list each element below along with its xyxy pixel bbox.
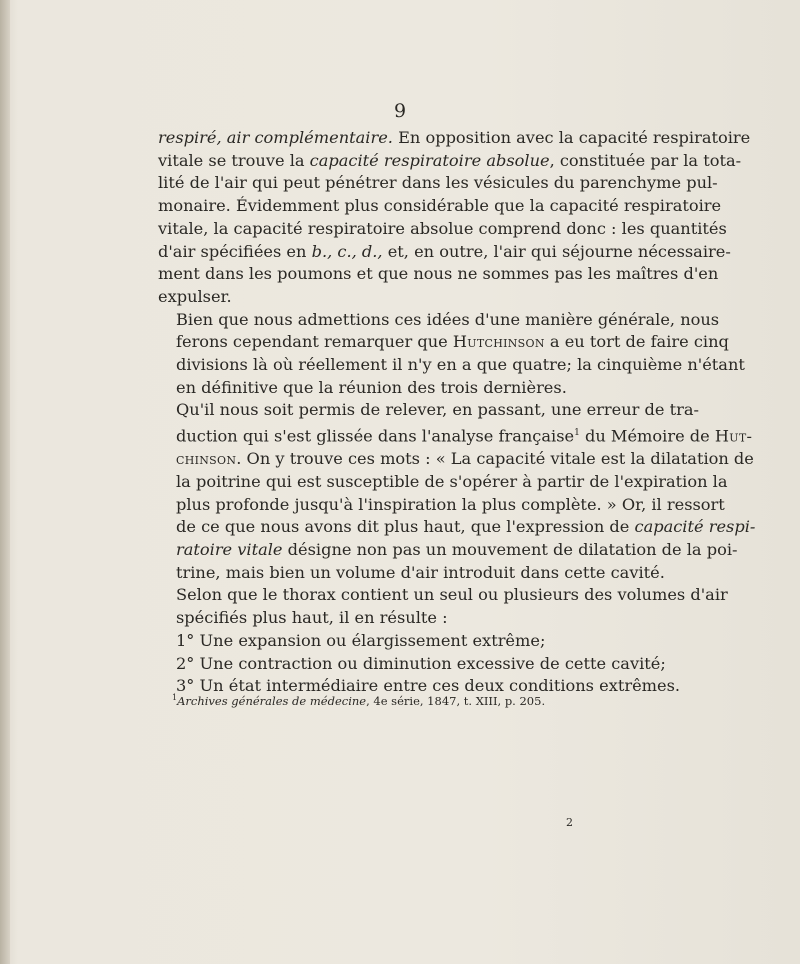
text-line: trine, mais bien un volume d'air introduit dans cette cavité. xyxy=(176,562,665,582)
italic-term: respiré, air complémentaire. xyxy=(158,128,393,147)
body-text xyxy=(158,127,756,698)
text-line: lité de l'air qui peut pénétrer dans les vésicules du parenchyme pul- xyxy=(158,173,718,193)
text-line xyxy=(158,448,754,471)
text-run: de ce que nous avons dit plus haut, que l'expression de xyxy=(176,517,635,537)
text-line: expulser. xyxy=(158,286,232,306)
text-line xyxy=(158,241,731,264)
paragraph-2 xyxy=(158,309,745,400)
text-line: Selon que le thorax contient un seul ou plusieurs des volumes d'air xyxy=(176,585,728,605)
list-item: 3° Un état intermédiaire entre ces deux conditions extrêmes. xyxy=(176,676,681,696)
text-run: du Mémoire de xyxy=(579,426,715,446)
text-line: monaire. Évidemment plus considérable que la capacité respiratoire xyxy=(158,196,722,216)
author-name: Hutchinson xyxy=(452,332,545,352)
text-line xyxy=(158,331,729,354)
text-line xyxy=(158,516,756,539)
paragraph-1 xyxy=(158,127,751,309)
text-run: En opposition avec la capacité respiratoire xyxy=(392,128,751,147)
text-run: , constituée par la tota- xyxy=(549,150,742,170)
text-line xyxy=(158,127,751,150)
text-line: Qu'il nous soit permis de relever, en passant, une erreur de tra- xyxy=(176,400,699,420)
list-item: 1° Une expansion ou élargissement extrême; xyxy=(176,630,546,650)
footnote-reference: 1 xyxy=(574,428,580,439)
text-run: a eu tort de faire cinq xyxy=(544,332,729,352)
text-run: d'air spécifiées en xyxy=(158,241,312,261)
text-line: vitale, la capacité respiratoire absolue comprend donc : les quantités xyxy=(158,218,727,238)
text-run: vitale se trouve la xyxy=(158,150,310,170)
italic-term: capacité respiratoire absolue xyxy=(309,150,550,170)
footnote-source: Archives générales de médecine xyxy=(177,693,367,708)
paragraph-4 xyxy=(158,584,728,629)
text-line xyxy=(158,422,753,448)
signature-mark: 2 xyxy=(566,816,573,829)
paragraph-3 xyxy=(158,399,756,584)
footnote-marker: 1 xyxy=(172,693,178,702)
text-run: duction qui s'est glissée dans l'analyse française xyxy=(176,426,575,446)
list-item: 2° Une contraction ou diminution excessive de cette cavité; xyxy=(176,653,666,673)
author-name: Hut- xyxy=(714,426,753,446)
text-line: la poitrine qui est susceptible de s'opérer à partir de l'expiration la xyxy=(176,471,728,491)
author-name: chinson xyxy=(176,449,237,469)
footnote-details: , 4e série, 1847, t. XIII, p. 205. xyxy=(366,693,546,708)
text-line: divisions là où réellement il n'y en a que quatre; la cinquième n'étant xyxy=(176,355,745,375)
text-run: désigne non pas un mouvement de dilatation de la poi- xyxy=(282,540,738,560)
text-run: et, en outre, l'air qui séjourne nécessaire- xyxy=(382,241,731,261)
footnote xyxy=(172,690,632,709)
text-run: . On y trouve ces mots : « La capacité vitale est la dilatation de xyxy=(236,449,754,469)
text-line: spécifiés plus haut, il en résulte : xyxy=(176,608,448,628)
italic-term: b., c., d., xyxy=(311,241,383,261)
text-line: ment dans les poumons et que nous ne sommes pas les maîtres d'en xyxy=(158,264,719,284)
text-line xyxy=(158,539,738,562)
page-binding-edge xyxy=(0,0,10,964)
text-line: Bien que nous admettions ces idées d'une manière générale, nous xyxy=(176,309,720,329)
italic-term: ratoire vitale xyxy=(176,540,283,560)
italic-term: capacité respi- xyxy=(634,517,756,537)
text-run: ferons cependant remarquer que xyxy=(176,332,453,352)
page-number: 9 xyxy=(393,100,407,122)
enumeration xyxy=(158,630,681,698)
text-line xyxy=(158,150,742,173)
text-line: en définitive que la réunion des trois dernières. xyxy=(176,377,567,397)
text-line: plus profonde jusqu'à l'inspiration la plus complète. » Or, il ressort xyxy=(176,494,725,514)
